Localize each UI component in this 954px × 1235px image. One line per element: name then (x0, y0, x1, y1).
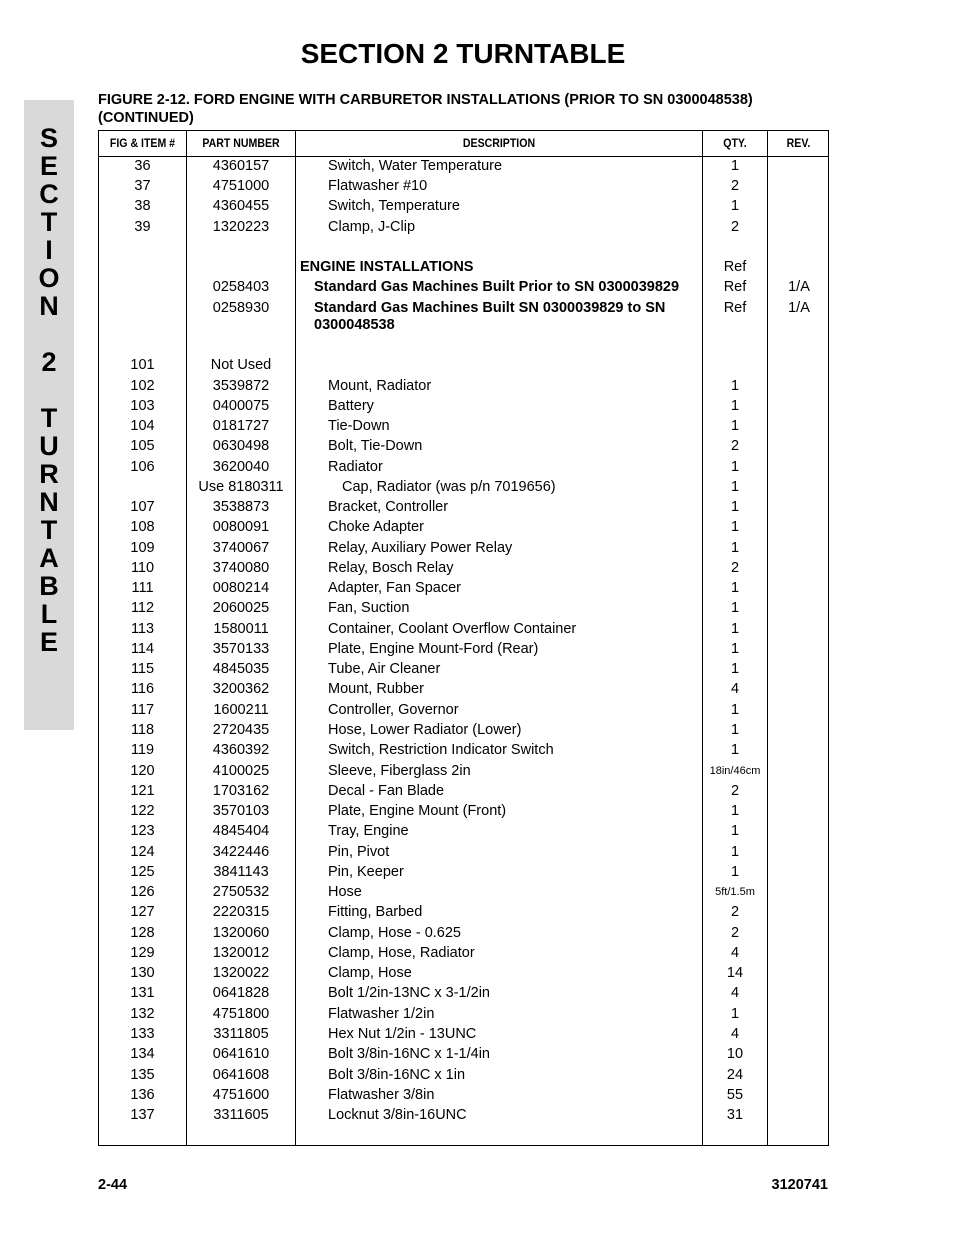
item-number-cell: 121 (130, 783, 155, 799)
header-item: FIG & ITEM # (109, 136, 176, 150)
part-number-cell: 3311805 (213, 1026, 269, 1042)
quantity-cell: 55 (726, 1087, 744, 1103)
item-number-cell: 128 (130, 925, 155, 941)
quantity-cell: 1 (730, 641, 740, 657)
quantity-cell: 2 (730, 925, 740, 941)
description-cell: Container, Coolant Overflow Container (328, 621, 577, 637)
part-number-cell: 4751000 (212, 178, 270, 194)
tab-letter: C (39, 179, 59, 209)
header-part-number: PART NUMBER (202, 136, 280, 150)
quantity-cell: 31 (726, 1107, 744, 1123)
part-number-cell: 0258930 (212, 300, 270, 316)
page-number: 2-44 (98, 1177, 128, 1193)
part-number-cell: 0080091 (212, 519, 270, 535)
description-cell: Decal - Fan Blade (328, 783, 445, 799)
tab-letter: A (39, 543, 59, 573)
item-number-cell: 125 (130, 864, 155, 880)
quantity-cell: 1 (730, 844, 740, 860)
description-cell: Choke Adapter (328, 519, 424, 535)
description-cell: Mount, Radiator (328, 378, 432, 394)
quantity-cell: 10 (726, 1046, 744, 1062)
part-number-cell: 1600211 (213, 702, 269, 718)
item-number-cell: 113 (130, 621, 155, 637)
quantity-cell: 2 (730, 178, 740, 194)
item-number-cell: 123 (130, 823, 155, 839)
tab-letter: T (40, 207, 58, 237)
description-cell: Relay, Bosch Relay (328, 560, 454, 576)
description-cell: Sleeve, Fiberglass 2in (328, 763, 471, 779)
tab-letter: B (39, 571, 59, 601)
item-number-cell: 120 (130, 763, 155, 779)
description-cell: Switch, Temperature (328, 198, 460, 214)
description-cell: Tie-Down (328, 418, 390, 434)
item-number-cell: 131 (130, 985, 155, 1001)
description-cell: Flatwasher #10 (328, 178, 428, 194)
part-number-cell: 4845035 (212, 661, 270, 677)
part-number-cell: 3538873 (212, 499, 270, 515)
part-number-cell: 3200362 (212, 681, 270, 697)
part-number-cell: 1320223 (212, 219, 270, 235)
part-number-cell: 2220315 (212, 904, 270, 920)
part-number-cell: Use 8180311 (198, 479, 284, 495)
description-cell: Clamp, Hose (328, 965, 412, 981)
description-cell: Fitting, Barbed (328, 904, 423, 920)
description-cell: Pin, Pivot (328, 844, 390, 860)
description-cell: Standard Gas Machines Built Prior to SN 0300039829 (314, 279, 680, 295)
revision-cell: 1/A (788, 279, 810, 295)
description-cell: Locknut 3/8in-16UNC (328, 1107, 467, 1123)
description-cell: Plate, Engine Mount-Ford (Rear) (328, 641, 539, 657)
tab-letter: N (39, 291, 59, 321)
part-number-cell: 4360157 (212, 158, 270, 174)
item-number-cell: 119 (130, 742, 155, 758)
part-number-cell: 0258403 (212, 279, 270, 295)
description-cell: Switch, Restriction Indicator Switch (328, 742, 554, 758)
part-number-cell: 2060025 (212, 600, 270, 616)
part-number-cell: 0630498 (212, 438, 270, 454)
quantity-cell: 1 (730, 479, 740, 495)
part-number-cell: 3539872 (212, 378, 270, 394)
part-number-cell: 0641828 (212, 985, 270, 1001)
tab-letter: L (40, 599, 58, 629)
item-number-cell: 110 (130, 560, 155, 576)
item-number-cell: 114 (130, 641, 155, 657)
quantity-cell: 4 (730, 945, 740, 961)
description-cell: Bracket, Controller (328, 499, 449, 515)
description-cell: Radiator (328, 459, 383, 475)
quantity-cell: 1 (730, 702, 740, 718)
part-number-cell: 3422446 (212, 844, 270, 860)
part-number-cell: 3311605 (213, 1107, 269, 1123)
item-number-cell: 101 (130, 357, 155, 373)
description-cell: Relay, Auxiliary Power Relay (328, 540, 513, 556)
quantity-cell: 2 (730, 904, 740, 920)
part-number-cell: 0641610 (212, 1046, 270, 1062)
part-number-cell: 4751800 (212, 1006, 270, 1022)
part-number-cell: 0641608 (212, 1067, 270, 1083)
quantity-cell: 5ft/1.5m (715, 886, 755, 898)
description-cell: Flatwasher 3/8in (328, 1087, 435, 1103)
quantity-cell: 1 (730, 600, 740, 616)
quantity-cell: 1 (730, 519, 740, 535)
description-cell: Mount, Rubber (328, 681, 424, 697)
description-cell: Bolt 1/2in-13NC x 3-1/2in (328, 985, 490, 1001)
item-number-cell: 102 (130, 378, 155, 394)
item-number-cell: 117 (130, 702, 155, 718)
quantity-cell: 2 (730, 219, 740, 235)
header-qty: QTY. (723, 136, 747, 150)
part-number-cell: 2720435 (212, 722, 270, 738)
column-divider (295, 131, 296, 1145)
item-number-cell: 108 (130, 519, 155, 535)
part-number-cell: 3570133 (212, 641, 270, 657)
document-number: 3120741 (771, 1177, 828, 1193)
item-number-cell: 111 (131, 580, 154, 596)
description-cell: Hose (328, 884, 362, 900)
quantity-cell: Ref (723, 259, 747, 275)
quantity-cell: Ref (723, 279, 747, 295)
item-number-cell: 136 (130, 1087, 155, 1103)
description-cell: Adapter, Fan Spacer (328, 580, 461, 596)
quantity-cell: 24 (726, 1067, 744, 1083)
parts-table (98, 130, 829, 1146)
description-cell: Plate, Engine Mount (Front) (328, 803, 507, 819)
part-number-cell: 3620040 (212, 459, 270, 475)
quantity-cell: 1 (730, 398, 740, 414)
description-cell: Bolt 3/8in-16NC x 1in (328, 1067, 466, 1083)
tab-letter: I (45, 235, 53, 265)
item-number-cell: 129 (130, 945, 155, 961)
quantity-cell: 18in/46cm (709, 765, 761, 777)
part-number-cell: 3740080 (212, 560, 270, 576)
item-number-cell: 133 (130, 1026, 155, 1042)
quantity-cell: 2 (730, 438, 740, 454)
part-number-cell: 4360455 (212, 198, 270, 214)
item-number-cell: 37 (134, 178, 151, 194)
part-number-cell: 4360392 (212, 742, 270, 758)
quantity-cell: 1 (730, 499, 740, 515)
item-number-cell: 132 (130, 1006, 155, 1022)
part-number-cell: 1703162 (212, 783, 270, 799)
part-number-cell: 2750532 (212, 884, 270, 900)
item-number-cell: 124 (130, 844, 155, 860)
description-cell: Clamp, Hose, Radiator (328, 945, 475, 961)
description-cell: Fan, Suction (328, 600, 410, 616)
item-number-cell: 122 (130, 803, 155, 819)
quantity-cell: 1 (730, 864, 740, 880)
description-cell: Hose, Lower Radiator (Lower) (328, 722, 522, 738)
header-rev: REV. (786, 136, 811, 150)
part-number-cell: 3841143 (213, 864, 269, 880)
tab-letter: S (39, 123, 58, 153)
tab-letter: E (39, 151, 58, 181)
part-number-cell: 1320060 (212, 925, 270, 941)
tab-letter: E (39, 627, 58, 657)
item-number-cell: 137 (130, 1107, 155, 1123)
header-description: DESCRIPTION (462, 136, 536, 150)
description-cell: Bolt, Tie-Down (328, 438, 423, 454)
revision-cell: 1/A (788, 300, 810, 316)
item-number-cell: 105 (130, 438, 155, 454)
tab-letter: N (39, 487, 59, 517)
quantity-cell: 1 (730, 742, 740, 758)
item-number-cell: 116 (130, 681, 155, 697)
quantity-cell: 14 (726, 965, 744, 981)
part-number-cell: 0080214 (212, 580, 270, 596)
quantity-cell: 4 (730, 681, 740, 697)
part-number-cell: 3740067 (212, 540, 270, 556)
part-number-cell: 0181727 (212, 418, 270, 434)
description-cell: Clamp, Hose - 0.625 (328, 925, 461, 941)
description-cell: Flatwasher 1/2in (328, 1006, 435, 1022)
quantity-cell: 2 (730, 560, 740, 576)
part-number-cell: 4100025 (212, 763, 270, 779)
quantity-cell: 1 (730, 1006, 740, 1022)
item-number-cell: 104 (130, 418, 155, 434)
item-number-cell: 126 (130, 884, 155, 900)
part-number-cell: Not Used (210, 357, 272, 373)
quantity-cell: 1 (730, 158, 740, 174)
part-number-cell: 4751600 (212, 1087, 270, 1103)
quantity-cell: 1 (730, 540, 740, 556)
quantity-cell: 1 (730, 418, 740, 434)
quantity-cell: 1 (730, 722, 740, 738)
header-divider (99, 156, 828, 157)
quantity-cell: 1 (730, 621, 740, 637)
description-cell: Hex Nut 1/2in - 13UNC (328, 1026, 477, 1042)
item-number-cell: 115 (130, 661, 155, 677)
item-number-cell: 112 (130, 600, 155, 616)
quantity-cell: Ref (723, 300, 747, 316)
description-cell: Cap, Radiator (was p/n 7019656) (342, 479, 556, 495)
tab-letter: T (40, 515, 58, 545)
tab-letter: 2 (41, 347, 57, 377)
description-cell: Controller, Governor (328, 702, 459, 718)
item-number-cell: 103 (130, 398, 155, 414)
item-number-cell: 130 (130, 965, 155, 981)
section-side-tab (24, 100, 74, 730)
part-number-cell: 4845404 (212, 823, 270, 839)
quantity-cell: 1 (730, 459, 740, 475)
tab-letter: U (39, 431, 59, 461)
description-cell: Bolt 3/8in-16NC x 1-1/4in (328, 1046, 490, 1062)
tab-letter: R (39, 459, 59, 489)
section-title: SECTION 2 TURNTABLE (300, 38, 626, 69)
quantity-cell: 1 (730, 198, 740, 214)
description-cell: Tube, Air Cleaner (328, 661, 441, 677)
tab-letter: O (38, 263, 60, 293)
quantity-cell: 1 (730, 378, 740, 394)
description-cell: Pin, Keeper (328, 864, 404, 880)
item-number-cell: 38 (134, 198, 151, 214)
quantity-cell: 1 (730, 803, 740, 819)
description-cell: Tray, Engine (328, 823, 409, 839)
item-number-cell: 134 (130, 1046, 155, 1062)
tab-letter: T (40, 403, 58, 433)
part-number-cell: 1320022 (212, 965, 270, 981)
quantity-cell: 4 (730, 985, 740, 1001)
quantity-cell: 1 (730, 823, 740, 839)
item-number-cell: 39 (134, 219, 151, 235)
figure-title: FIGURE 2-12. FORD ENGINE WITH CARBURETOR INSTALLATIONS (PRIOR TO SN 0300048538) (CONTINUED) (98, 92, 753, 126)
description-cell: Standard Gas Machines Built SN 0300039829 to SN 0300048538 (314, 300, 666, 333)
part-number-cell: 3570103 (212, 803, 270, 819)
quantity-cell: 1 (730, 661, 740, 677)
quantity-cell: 1 (730, 580, 740, 596)
item-number-cell: 36 (134, 158, 151, 174)
part-number-cell: 1320012 (212, 945, 270, 961)
part-number-cell: 1580011 (213, 621, 269, 637)
description-cell: ENGINE INSTALLATIONS (300, 259, 474, 275)
item-number-cell: 107 (130, 499, 155, 515)
quantity-cell: 2 (730, 783, 740, 799)
item-number-cell: 106 (130, 459, 155, 475)
quantity-cell: 4 (730, 1026, 740, 1042)
description-cell: Clamp, J-Clip (328, 219, 416, 235)
part-number-cell: 0400075 (212, 398, 270, 414)
item-number-cell: 118 (130, 722, 155, 738)
item-number-cell: 109 (130, 540, 155, 556)
description-cell: Switch, Water Temperature (328, 158, 503, 174)
item-number-cell: 127 (130, 904, 155, 920)
description-cell: Battery (328, 398, 374, 414)
item-number-cell: 135 (130, 1067, 155, 1083)
